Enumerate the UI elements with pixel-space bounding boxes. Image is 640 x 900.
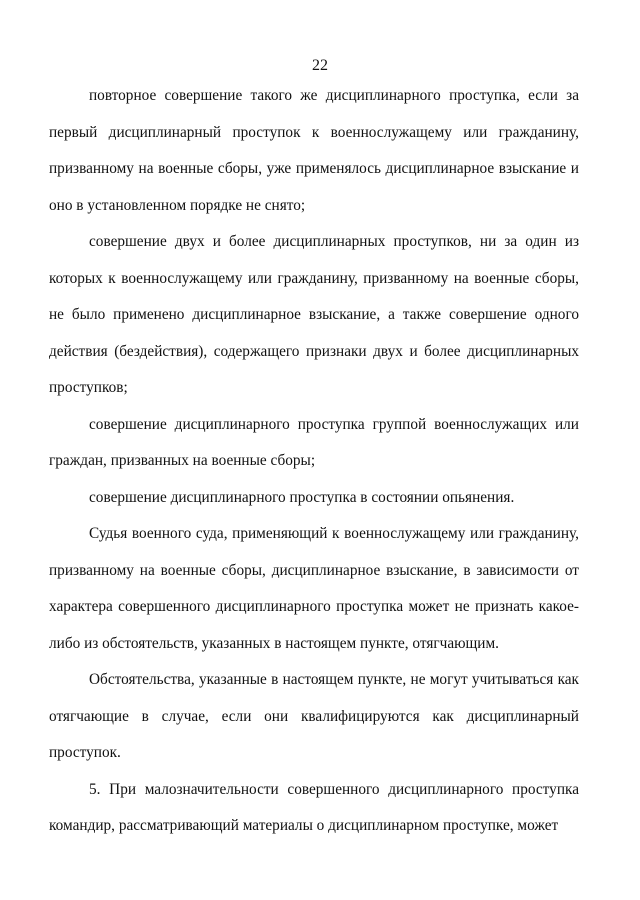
paragraph-item-5: 5. При малозначительности совершенного дисциплинарного проступка командир, рассматривающий материалы о дисциплинарном проступке, может (49, 780, 579, 834)
paragraph-intoxication: совершение дисциплинарного проступка в состоянии опьянения. (89, 488, 515, 506)
paragraph-repeat-offense: повторное совершение такого же дисциплинарного проступка, если за первый дисциплинарный проступок к военнослужащему или гражданину, призванному на военные сборы, уже применялось дисциплинарное взыскание и оно в установленном порядке не снято; (49, 87, 579, 214)
paragraph-not-aggravating: Обстоятельства, указанные в настоящем пункте, не могут учитываться как отягчающие в случае, если они квалифицируются как дисциплинарный проступок. (49, 671, 579, 761)
page-number: 22 (312, 57, 328, 74)
paragraph-judge-discretion: Судья военного суда, применяющий к военнослужащему или гражданину, призванному на военные сборы, дисциплинарное взыскание, в зависимости от характера совершенного дисциплинарного проступка может не признать какое-либо из обстоятельств, указанных в настоящем пункте, отягчающим. (49, 525, 579, 652)
document-body (49, 78, 579, 845)
paragraph-group-offense: совершение дисциплинарного проступка группой военнослужащих или граждан, призванных на военные сборы; (49, 415, 579, 469)
paragraph-multiple-offenses: совершение двух и более дисциплинарных проступков, ни за один из которых к военнослужащему или гражданину, призванному на военные сборы, не было применено дисциплинарное взыскание, а также совершение одного действия (бездействия), содержащего признаки двух и более дисциплинарных проступков; (49, 233, 579, 396)
